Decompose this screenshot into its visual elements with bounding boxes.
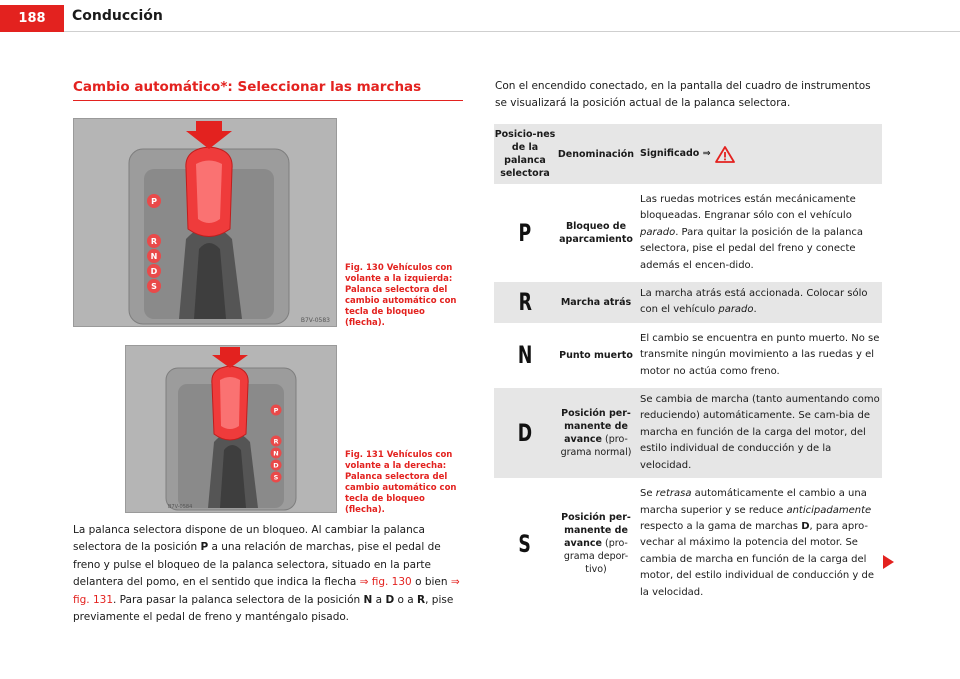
denomination-cell <box>556 388 636 478</box>
text-run: o a <box>394 593 418 606</box>
header-positions: Posicio-nes de la palanca selectora <box>494 129 556 179</box>
denomination-cell <box>556 282 636 323</box>
figure-code: B7V-0583 <box>300 317 330 324</box>
gear-selector-illustration-left <box>74 119 336 326</box>
meaning-cell <box>636 327 882 384</box>
denomination-bold: Marcha atrás <box>560 296 632 308</box>
meaning-text-run: automáticamente el cambio a una marcha superior y se reduce <box>640 488 867 516</box>
table-header-row <box>494 124 882 184</box>
denomination-text <box>556 407 636 459</box>
gear-position-cell <box>494 188 556 278</box>
table-body <box>494 188 882 605</box>
meaning-text-run: , para apro-vechar al máximo la potencia del motor. Se cambia de marcha en función de la carga del motor, del estilo individual de conducción y de la velocidad. <box>640 520 874 598</box>
meaning-text-run: . <box>753 304 757 316</box>
gear-position-letter: S <box>518 529 532 558</box>
text-run: o bien <box>411 576 451 589</box>
gear-label-s: S <box>273 473 279 482</box>
header-meaning <box>636 124 882 184</box>
header-denomination: Denominación <box>557 148 635 160</box>
fig-131-link[interactable]: ⇒ fig. 131 <box>73 576 460 606</box>
denomination-bold: Posición per-manente de avance <box>561 408 631 446</box>
section-title: Cambio automático*: Seleccionar las marchas <box>73 79 463 101</box>
gear-position-letter: P <box>518 219 532 248</box>
gear-label-p: P <box>151 197 157 206</box>
meaning-text-run: Se <box>640 488 656 500</box>
gear-label-d: D <box>150 267 158 276</box>
continue-arrow-icon <box>883 555 894 569</box>
meaning-text-run: La marcha atrás está accionada. Colocar sólo con el vehículo <box>640 288 868 316</box>
gear-position-cell <box>494 388 556 478</box>
table-row <box>494 282 882 323</box>
gear-label-r: R <box>150 237 158 246</box>
header-meaning-label: Significado ⇒ <box>640 147 711 159</box>
meaning-text-run: retrasa <box>655 488 692 500</box>
denomination-text <box>559 349 633 362</box>
gear-label-p: P <box>273 406 279 415</box>
header-divider <box>64 31 960 32</box>
meaning-text-run: Se cambia de marcha (tanto aumentando como reduciendo) automáticamente. Se cam-bia de marcha en función de la carga del motor, del estilo individual de conducción y de la velocidad. <box>640 394 880 471</box>
denomination-text <box>556 511 636 576</box>
gear-position-letter: R <box>518 288 532 317</box>
denomination-rest: (pro-grama normal) <box>560 434 632 459</box>
text-run: , pise previamente el pedal de freno y manténgalo pisado. <box>73 593 454 624</box>
denomination-text <box>561 296 631 309</box>
gear-selector-illustration-right <box>126 346 336 512</box>
meaning-cell <box>636 482 882 605</box>
denomination-cell <box>556 188 636 278</box>
denomination-cell <box>556 327 636 384</box>
text-run: La palanca selectora dispone de un bloqueo. Al cambiar la palanca selectora de la posición <box>73 524 425 554</box>
denomination-text <box>556 220 636 246</box>
intro-paragraph: Con el encendido conectado, en la pantalla del cuadro de instrumentos se visualizará la posición actual de la palanca selectora. <box>495 80 871 109</box>
gear-label-n: N <box>150 252 158 261</box>
text-run-bold: P <box>200 541 209 554</box>
gear-label-d: D <box>273 461 279 470</box>
table-row <box>494 388 882 478</box>
meaning-text-run: anticipadamente <box>786 504 872 516</box>
text-run-bold: N <box>363 593 373 606</box>
meaning-text-run: respecto a la gama de marchas <box>640 520 802 532</box>
meaning-text-run: parado <box>718 304 754 316</box>
table-row <box>494 482 882 605</box>
body-paragraph <box>73 522 466 626</box>
chapter-title: Conducción <box>72 8 163 24</box>
denomination-cell <box>556 482 636 605</box>
table-row <box>494 188 882 278</box>
denomination-bold: Punto muerto <box>559 349 633 361</box>
meaning-text-run: El cambio se encuentra en punto muerto. No se transmite ningún movimiento a las ruedas y el motor no actúa como freno. <box>640 332 880 377</box>
fig-130-link[interactable]: ⇒ fig. 130 <box>359 576 412 589</box>
meaning-cell <box>636 188 882 278</box>
denomination-bold: Posición per-manente de avance <box>561 512 631 550</box>
meaning-cell <box>636 388 882 478</box>
gear-label-n: N <box>273 449 279 458</box>
figure-131-gear-selector <box>125 345 337 513</box>
gear-position-letter: D <box>517 419 533 448</box>
text-run: a una relación de marchas, pise el pedal de freno y pulse el bloqueo de la palanca selectora, situado en la parte delantera del pomo, en el sentido que indica la flecha <box>73 541 441 589</box>
gear-position-cell <box>494 282 556 323</box>
page-number: 188 <box>0 5 64 32</box>
text-run: . Para pasar la palanca selectora de la posición <box>113 593 364 606</box>
gear-position-letter: N <box>517 341 533 370</box>
text-run-bold: R <box>417 593 426 606</box>
gear-label-r: R <box>273 437 279 446</box>
meaning-text-run: parado <box>640 226 676 238</box>
figure-130-caption: Fig. 130 Vehículos con volante a la izquierda: Palanca selectora del cambio automático con tecla de bloqueo (flecha). <box>345 263 457 328</box>
table-row <box>494 327 882 384</box>
meaning-cell <box>636 282 882 323</box>
gear-position-cell <box>494 327 556 384</box>
figure-131-caption: Fig. 131 Vehículos con volante a la derecha: Palanca selectora del cambio automático con tecla de bloqueo (flecha). <box>345 450 457 515</box>
text-run-bold: D <box>385 593 395 606</box>
figure-130-gear-selector <box>73 118 337 327</box>
text-run: a <box>372 593 386 606</box>
figure-code: B7V-0584 <box>168 504 193 510</box>
meaning-text-run: Las ruedas motrices están mecánicamente bloqueadas. Engranar sólo con el vehículo <box>640 194 856 222</box>
denomination-rest: (pro-grama depor-tivo) <box>563 538 629 576</box>
meaning-text-run: . Para quitar la posición de la palanca selectora, pise el pedal del freno y conecte además el encen-dido. <box>640 226 864 271</box>
gear-positions-table <box>494 124 882 609</box>
page-header <box>0 0 960 37</box>
denomination-bold: Bloqueo de aparcamiento <box>559 221 633 246</box>
warning-triangle-icon[interactable] <box>715 146 735 163</box>
gear-label-s: S <box>151 282 157 291</box>
meaning-text-run: D <box>801 520 810 532</box>
gear-position-cell <box>494 482 556 605</box>
